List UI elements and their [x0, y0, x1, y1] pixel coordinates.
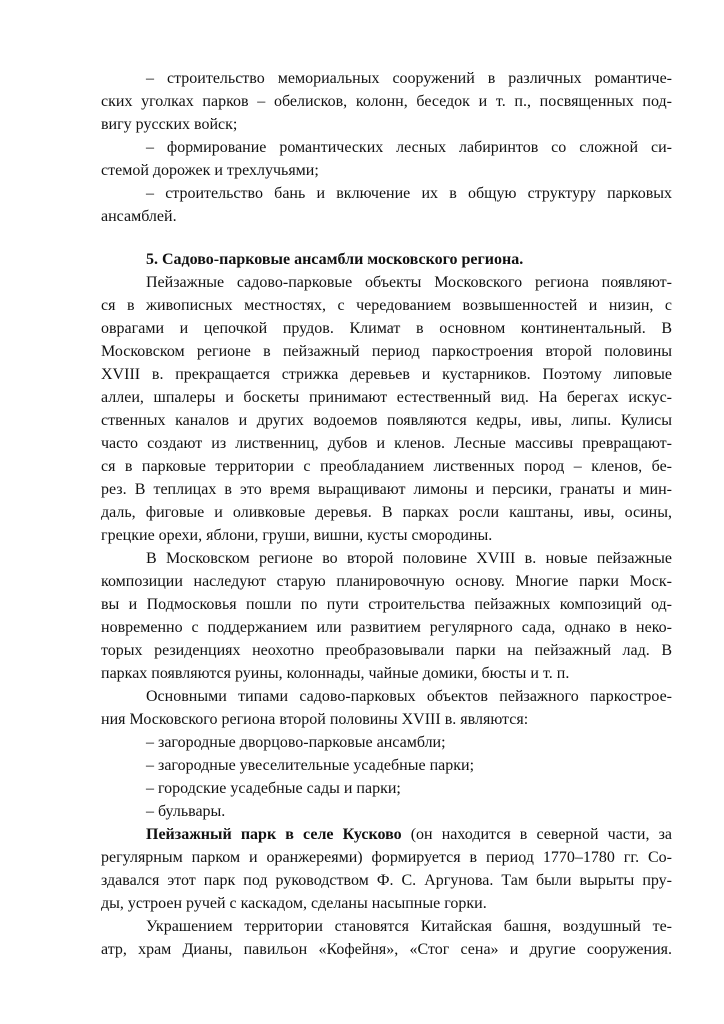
kuskovo-line: здавался этот парк под руководством Ф. С. Аргунова. Там были вырыты пру- — [101, 872, 672, 889]
para1-line: грецкие орехи, яблони, груши, вишни, кусты смородины. — [101, 527, 493, 544]
para2-line: новременно с поддержанием или развитием регулярного сада, однако в неко- — [101, 619, 672, 636]
bullet-baths-line-1: – строительство бань и включение их в общую структуру парковых — [146, 185, 672, 202]
para2-line: парках появляются руины, колоннады, чайные домики, бюсты и т. п. — [101, 665, 570, 682]
kuskovo-first-line-rest: (он находится в северной части, за — [401, 826, 673, 843]
para2-line: композиции наследуют старую планировочную основу. Многие парки Моск- — [101, 573, 672, 590]
para-last-line: Украшением территории становятся Китайская башня, воздушный те- — [146, 918, 672, 935]
para1-line: Пейзажные садово-парковые объекты Московского региона появляют- — [146, 274, 672, 291]
para2-line: вы и Подмосковья пошли по пути строительства пейзажных композиций од- — [101, 596, 672, 613]
kuskovo-line: регулярным парком и оранжереями) формируется в период 1770–1780 гг. Со- — [101, 849, 672, 866]
list-item: – загородные дворцово-парковые ансамбли; — [146, 734, 446, 751]
section-heading: 5. Садово-парковые ансамбли московского региона. — [146, 251, 524, 268]
bullet-labyrinths-line-2: стемой дорожек и трехлучьями; — [101, 162, 319, 179]
para2-line: торых резиденциях неохотно преобразовывали парки на пейзажный лад. В — [101, 642, 672, 659]
para1-line: ственных каналов и других водоемов появляются кедры, ивы, липы. Кулисы — [101, 412, 672, 429]
bullet-memorials-line-3: вигу русских войск; — [101, 116, 238, 133]
bullet-baths-line-2: ансамблей. — [101, 208, 177, 225]
para1-line: XVIII в. прекращается стрижка деревьев и кустарников. Поэтому липовые — [101, 366, 672, 383]
bullet-labyrinths-line-1: – формирование романтических лесных лабиринтов со сложной си- — [146, 139, 672, 156]
bullet-memorials-line-2: ских уголках парков – обелисков, колонн, беседок и т. п., посвященных под- — [101, 93, 672, 110]
kuskovo-line: ды, устроен ручей с каскадом, сделаны насыпные горки. — [101, 895, 487, 912]
bullet-memorials-line-1: – строительство мемориальных сооружений в различных романтиче- — [146, 70, 672, 87]
para3-line: ния Московского региона второй половины XVIII в. являются: — [101, 711, 529, 728]
para1-line: Московском регионе в пейзажный период паркостроения второй половины — [101, 343, 672, 360]
para3-line: Основными типами садово-парковых объектов пейзажного паркострое- — [146, 688, 672, 705]
kuskovo-line-1 — [146, 824, 672, 846]
list-item: – бульвары. — [146, 803, 226, 820]
para-last-line: атр, храм Дианы, павильон «Кофейня», «Стог сена» и другие сооружения. — [101, 941, 672, 958]
para1-line: аллеи, шпалеры и боскеты принимают естественный вид. На берегах искус- — [101, 389, 672, 406]
list-item: – загородные увеселительные усадебные парки; — [146, 757, 475, 774]
para1-line: ся в парковые территории с преобладанием лиственных пород – кленов, бе- — [101, 458, 672, 475]
para1-line: рез. В теплицах в это время выращивают лимоны и персики, гранаты и мин- — [101, 481, 672, 498]
para1-line: ся в живописных местностях, с чередованием возвышенностей и низин, с — [101, 297, 672, 314]
para1-line: даль, фиговые и оливковые деревья. В парках росли каштаны, ивы, осины, — [101, 504, 672, 521]
list-item: – городские усадебные сады и парки; — [146, 780, 401, 797]
para1-line: часто создают из лиственниц, дубов и кленов. Лесные массивы превращают- — [101, 435, 672, 452]
kuskovo-bold-lead: Пейзажный парк в селе Кусково — [146, 826, 402, 843]
para1-line: оврагами и цепочкой прудов. Климат в основном континентальный. В — [101, 320, 672, 337]
para2-line: В Московском регионе во второй половине XVIII в. новые пейзажные — [146, 550, 672, 567]
